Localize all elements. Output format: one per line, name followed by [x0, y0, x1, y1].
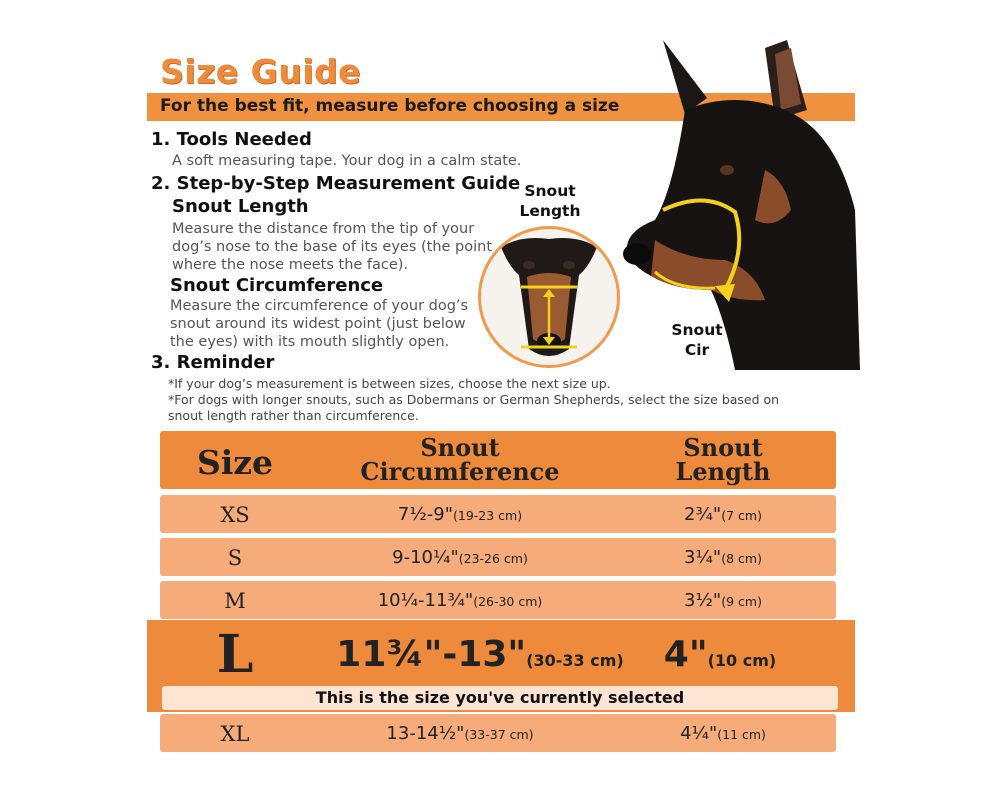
- length-cm: (8 cm): [721, 551, 762, 566]
- reminder-heading: 3. Reminder: [151, 352, 275, 373]
- snout-length-line: where the nose meets the face).: [172, 257, 409, 273]
- size-cell: L: [216, 624, 254, 685]
- circ-cm: (23-26 cm): [458, 551, 528, 566]
- label-line: Cir: [684, 341, 710, 359]
- tools-heading: 1. Tools Needed: [151, 129, 312, 150]
- size-cell: S: [227, 546, 243, 570]
- circ-cell: [310, 723, 610, 744]
- length-inches: 3¼": [684, 547, 722, 568]
- doberman-photo: [615, 40, 860, 370]
- reminder-line: *For dogs with longer snouts, such as Dobermans or German Shepherds, select the size based on: [168, 392, 780, 407]
- header-line: Snout: [420, 433, 500, 462]
- snout-length-line: dog’s nose to the base of its eyes (the point: [172, 239, 493, 255]
- snout-length-heading: Snout Length: [172, 196, 309, 217]
- circ-inches: 13-14½": [386, 723, 465, 744]
- circ-cell: [310, 547, 610, 568]
- snout-circ-text: [170, 297, 468, 351]
- size-cell: XL: [220, 722, 250, 746]
- header-line: Length: [675, 457, 771, 486]
- reminder-line: snout length rather than circumference.: [168, 408, 419, 423]
- reminder-line: *If your dog’s measurement is between sizes, choose the next size up.: [168, 376, 611, 391]
- header-line: Snout: [683, 433, 763, 462]
- circ-cm: (26-30 cm): [473, 594, 543, 609]
- size-row-m[interactable]: [160, 581, 836, 619]
- circ-inches: 7½-9": [397, 504, 453, 525]
- length-cell: [650, 634, 790, 675]
- circ-cell: [310, 504, 610, 525]
- size-cell: XS: [220, 503, 250, 527]
- snout-circ-line: Measure the circumference of your dog’s: [170, 298, 469, 314]
- length-inches: 4¼": [680, 723, 718, 744]
- length-cm: (9 cm): [721, 594, 762, 609]
- size-row-s[interactable]: [160, 538, 836, 576]
- label-line: Snout: [524, 182, 576, 200]
- header-line: Circumference: [360, 457, 560, 486]
- circ-cm: (30-33 cm): [526, 651, 624, 670]
- selected-size-message: [162, 686, 838, 710]
- snout-length-line: Measure the distance from the tip of your: [172, 221, 475, 237]
- label-line: Length: [519, 202, 581, 220]
- snout-circ-line: snout around its widest point (just below: [170, 316, 466, 332]
- size-table-header: [160, 431, 836, 489]
- circ-cell: [310, 634, 650, 675]
- circ-cm: (19-23 cm): [453, 508, 523, 523]
- length-cm: (7 cm): [721, 508, 762, 523]
- length-cell: [610, 723, 836, 744]
- circ-inches: 11¾"-13": [336, 634, 527, 675]
- length-inches: 4": [663, 634, 708, 675]
- circ-inches: 10¼-11¾": [377, 590, 474, 611]
- circ-cell: [310, 590, 610, 611]
- snout-circ-heading: Snout Circumference: [170, 275, 384, 296]
- length-cell: [610, 547, 836, 568]
- snout-circ-line: the eyes) with its mouth slightly open.: [170, 334, 450, 350]
- circ-inches: 9-10¼": [392, 547, 459, 568]
- size-row-xs[interactable]: [160, 495, 836, 533]
- size-cell: M: [224, 589, 246, 613]
- length-cm: (11 cm): [717, 727, 766, 742]
- length-cell: [610, 590, 836, 611]
- length-inches: 2¾": [684, 504, 722, 525]
- length-inches: 3½": [684, 590, 722, 611]
- header-length: [610, 433, 836, 486]
- dog-front-icon: [481, 229, 617, 365]
- banner-text: For the best fit, measure before choosing a size: [160, 96, 620, 116]
- guide-heading: 2. Step-by-Step Measurement Guide: [151, 173, 521, 194]
- reminder-text: [168, 376, 779, 424]
- circ-cm: (33-37 cm): [464, 727, 534, 742]
- snout-length-text: [172, 220, 492, 274]
- selected-size-text: This is the size you've currently selected: [315, 688, 685, 707]
- label-line: Snout: [671, 321, 723, 339]
- snout-length-diagram: [478, 226, 620, 368]
- header-circumference: [310, 433, 610, 486]
- page-title: Size Guide: [160, 52, 362, 91]
- size-row-xl[interactable]: [160, 714, 836, 752]
- length-cell: [610, 504, 836, 525]
- snout-length-label: [510, 181, 590, 221]
- header-size: Size: [196, 443, 274, 482]
- length-cm: (10 cm): [707, 651, 777, 670]
- tools-text: A soft measuring tape. Your dog in a calm state.: [172, 153, 522, 169]
